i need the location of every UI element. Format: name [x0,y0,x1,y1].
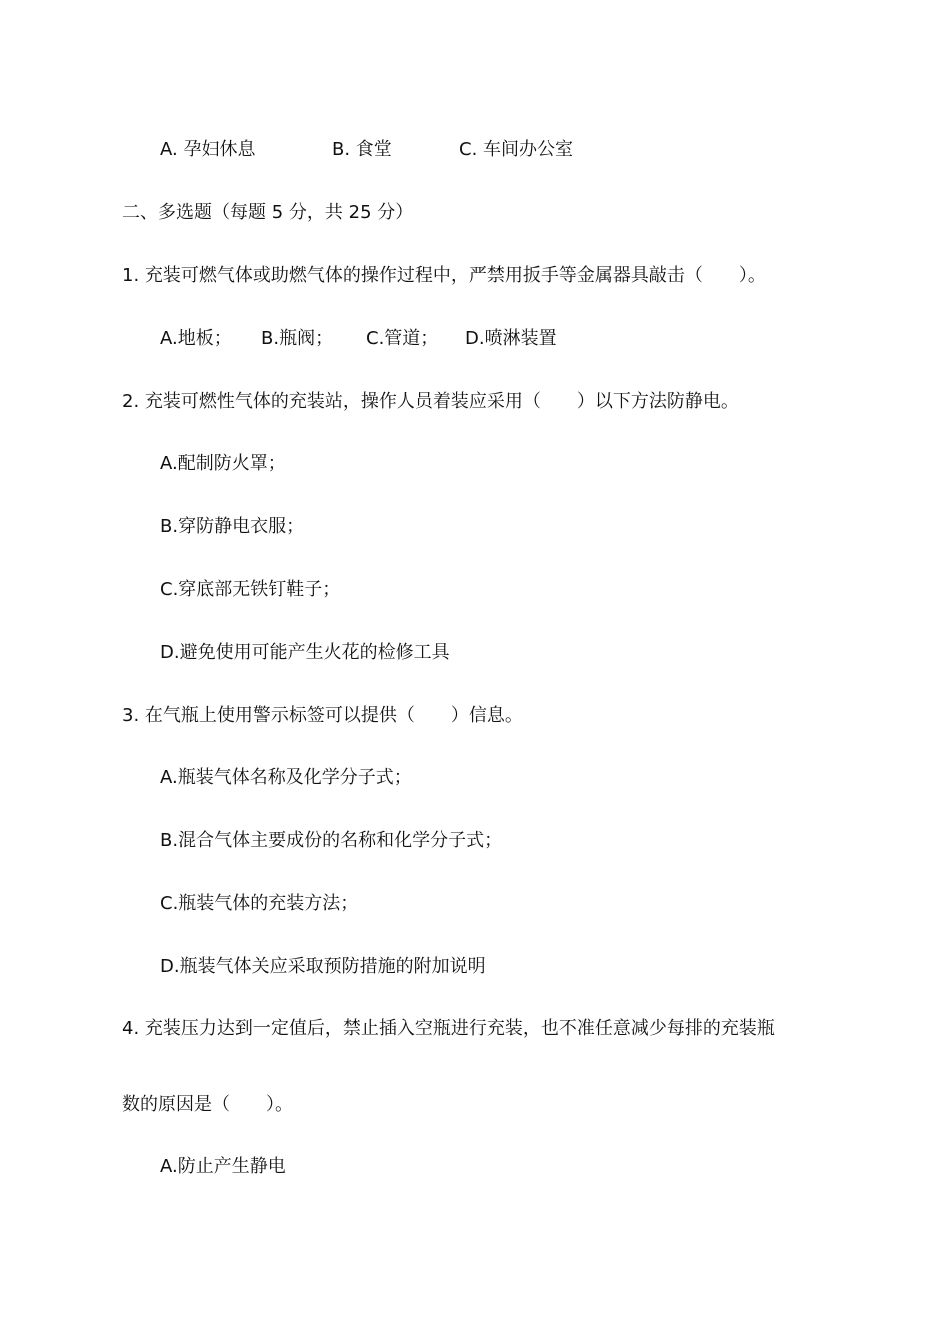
question-3-option-c: C.瓶装气体的充装方法； [160,893,359,914]
section-heading: 二、多选题（每题 5 分，共 25 分） [122,202,414,223]
question-1-option-c: C.管道； [366,328,439,349]
question-2-option-b: B.穿防静电衣服； [160,516,305,537]
question-4-stem-line-1: 4. 充装压力达到一定值后，禁止插入空瓶进行充装，也不准任意减少每排的充装瓶 [122,1018,775,1039]
question-3-option-d: D.瓶装气体关应采取预防措施的附加说明 [160,956,486,977]
question-3-option-b: B.混合气体主要成份的名称和化学分子式； [160,830,503,851]
prev-option-a: A. 孕妇休息 [160,139,256,160]
question-1-option-a: A.地板； [160,328,232,349]
question-2-option-c: C.穿底部无铁钉鞋子； [160,579,341,600]
question-2-stem: 2. 充装可燃性气体的充装站，操作人员着装应采用（ ）以下方法防静电。 [122,391,739,412]
question-2-option-a: A.配制防火罩； [160,453,286,474]
question-4-stem-line-2: 数的原因是（ ）。 [122,1094,293,1115]
question-1-option-b: B.瓶阀； [261,328,334,349]
question-3-stem: 3. 在气瓶上使用警示标签可以提供（ ）信息。 [122,705,523,726]
prev-option-b: B. 食堂 [332,139,392,160]
question-3-option-a: A.瓶装气体名称及化学分子式； [160,767,412,788]
question-4-option-a: A.防止产生静电 [160,1156,286,1177]
question-1-option-d: D.喷淋装置 [465,328,557,349]
prev-option-c: C. 车间办公室 [459,139,574,160]
question-2-option-d: D.避免使用可能产生火花的检修工具 [160,642,450,663]
question-1-stem: 1. 充装可燃气体或助燃气体的操作过程中，严禁用扳手等金属器具敲击（ ）。 [122,265,766,286]
